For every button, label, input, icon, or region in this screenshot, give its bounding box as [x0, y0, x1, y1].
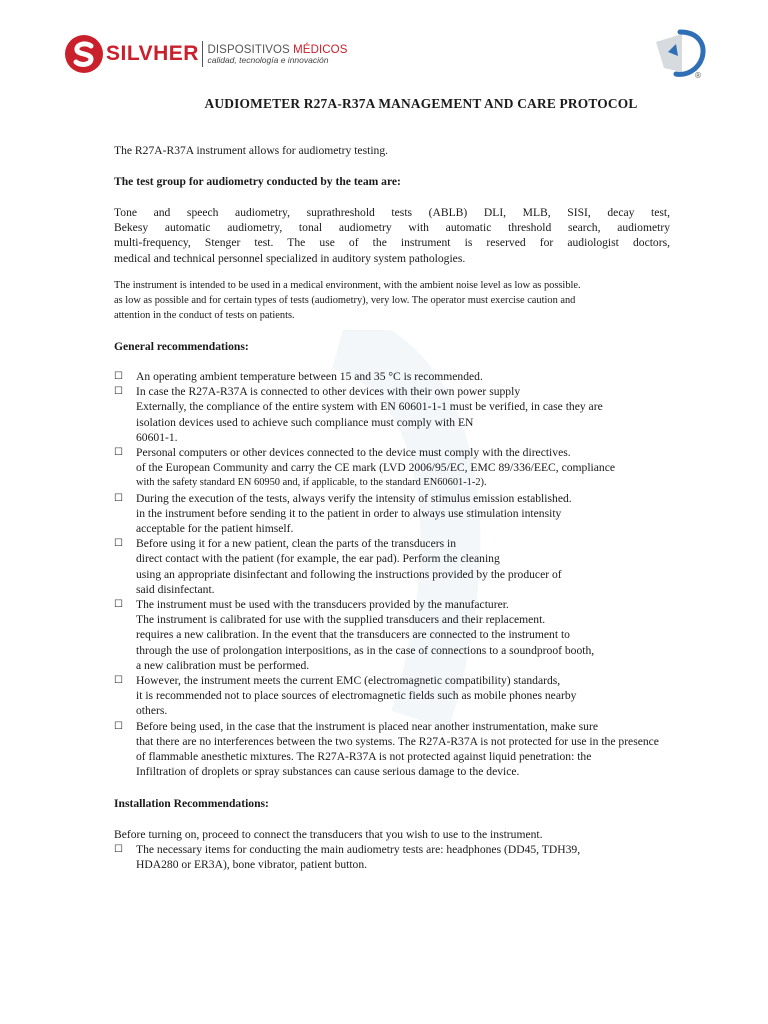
checkbox-icon: ☐ — [114, 447, 123, 459]
list-item-line: Before being used, in the case that the instrument is placed near another instrumentation, make sure — [136, 719, 598, 733]
list-item-line: An operating ambient temperature between 15 and 35 °C is recommended. — [136, 370, 483, 383]
list-item-line: it is recommended not to place sources of electromagnetic fields such as mobile phones nearby — [136, 689, 577, 703]
list-item-line: The instrument must be used with the transducers provided by the manufacturer. — [136, 598, 509, 612]
test-group-line: Bekesy automatic audiometry, tonal audiometry with automatic threshold search, audiometry — [114, 221, 670, 235]
brand-line2: calidad, tecnología e innovación — [207, 54, 329, 65]
list-item — [114, 536, 670, 597]
page-title: AUDIOMETER R27A-R37A MANAGEMENT AND CARE PROTOCOL — [204, 96, 638, 111]
list-item — [114, 597, 670, 673]
brand-name: SILVHER — [106, 42, 199, 65]
list-item-line: During the execution of the tests, always verify the intensity of stimulus emission established. — [136, 491, 572, 505]
page-header — [64, 28, 708, 88]
checkbox-icon: ☐ — [114, 386, 123, 398]
list-item-line: However, the instrument meets the current EMC (electromagnetic compatibility) standards, — [136, 674, 561, 688]
registered-mark: ® — [694, 71, 702, 80]
checkbox-icon: ☐ — [114, 538, 123, 550]
list-item-line: that there are no interferences between the two systems. The R27A-R37A is not protected for use in the presence — [136, 734, 659, 748]
list-item-line: said disinfectant. — [136, 582, 215, 596]
list-item-line: isolation devices used to achieve such compliance must comply with EN — [136, 415, 474, 429]
checkbox-icon: ☐ — [114, 371, 123, 382]
checkbox-icon: ☐ — [114, 492, 123, 504]
list-item-line: Infiltration of droplets or spray substances can cause serious damage to the device. — [136, 765, 520, 779]
list-item — [114, 719, 670, 780]
list-item-line: Externally, the compliance of the entire system with EN 60601-1-1 must be verified, in case they are — [136, 400, 603, 414]
list-item-line: requires a new calibration. In the event that the transducers are connected to the instrument to — [136, 628, 570, 642]
list-item-line: with the safety standard EN 60950 and, if applicable, to the standard EN60601-1-2). — [136, 477, 487, 489]
silvher-logo — [64, 34, 348, 74]
list-item-line: HDA280 or ER3A), bone vibrator, patient button. — [136, 858, 368, 872]
list-item-line: of the European Community and carry the CE mark (LVD 2006/95/EC, EMC 89/336/EEC, compliance — [136, 461, 616, 475]
list-item — [114, 369, 670, 384]
test-group-line: Tone and speech audiometry, suprathreshold tests (ABLB) DLI, MLB, SISI, decay test, — [114, 206, 670, 219]
list-item-line: 60601-1. — [136, 430, 178, 444]
list-item — [114, 673, 670, 719]
environment-line: The instrument is intended to be used in a medical environment, with the ambient noise level as low as possible. — [114, 280, 581, 291]
general-recommendations-list — [114, 369, 670, 779]
environment-line: attention in the conduct of tests on patients. — [114, 310, 295, 322]
checkbox-icon: ☐ — [114, 675, 123, 687]
test-group-line: multi-frequency, Stenger test. The use of the instrument is reserved for audiologist doctors, — [114, 236, 670, 250]
test-group-heading: The test group for audiometry conducted by the team are: — [114, 175, 401, 188]
brand-line1-a: DISPOSITIVOS — [207, 43, 294, 56]
list-item — [114, 491, 670, 537]
checkbox-icon: ☐ — [114, 720, 123, 732]
list-item-line: Before using it for a new patient, clean the parts of the transducers in — [136, 537, 457, 551]
list-item-line: others. — [136, 704, 168, 718]
list-item — [114, 384, 670, 445]
brand-divider — [202, 41, 204, 67]
environment-paragraph — [114, 278, 670, 324]
list-item-line: a new calibration must be performed. — [136, 658, 310, 672]
list-item-line: In case the R27A-R37A is connected to other devices with their own power supply — [136, 385, 521, 399]
list-item-line: The necessary items for conducting the main audiometry tests are: headphones (DD45, TDH39, — [136, 843, 581, 856]
environment-line: as low as possible and for certain types of tests (audiometry), very low. The operator must exercise caution and — [114, 295, 576, 307]
checkbox-icon: ☐ — [114, 599, 123, 611]
checkbox-icon: ☐ — [114, 844, 123, 855]
list-item-line: using an appropriate disinfectant and following the instructions provided by the producer of — [136, 567, 562, 581]
test-group-line: medical and technical personnel specialized in auditory system pathologies. — [114, 251, 466, 265]
list-item-line: acceptable for the patient himself. — [136, 522, 294, 536]
silvher-s-icon — [64, 34, 104, 74]
installation-recommendations-list — [114, 842, 670, 872]
installation-intro: Before turning on, proceed to connect the transducers that you wish to use to the instrument. — [114, 828, 543, 841]
list-item-line: in the instrument before sending it to the patient in order to always use stimulation intensity — [136, 506, 562, 520]
list-item-line: Personal computers or other devices connected to the device must comply with the directives. — [136, 446, 571, 460]
general-heading: General recommendations: — [114, 340, 249, 353]
list-item — [114, 842, 670, 872]
list-item-line: of flammable anesthetic mixtures. The R27A-R37A is not protected against liquid penetration: the — [136, 750, 592, 764]
intro-paragraph: The R27A-R37A instrument allows for audiometry testing. — [114, 144, 389, 157]
brand-line1-b: MÉDICOS — [293, 43, 348, 56]
brand-tagline — [207, 44, 347, 65]
list-item-line: direct contact with the patient (for example, the ear pad). Perform the cleaning — [136, 552, 500, 566]
list-item — [114, 445, 670, 491]
installation-heading: Installation Recommendations: — [114, 797, 269, 810]
test-group-paragraph — [114, 205, 670, 266]
list-item-line: through the use of prolongation interpositions, as in the case of connections to a soundproof booth, — [136, 643, 595, 657]
partner-logo-icon — [642, 28, 708, 80]
list-item-line: The instrument is calibrated for use with the supplied transducers and their replacement. — [136, 613, 546, 627]
